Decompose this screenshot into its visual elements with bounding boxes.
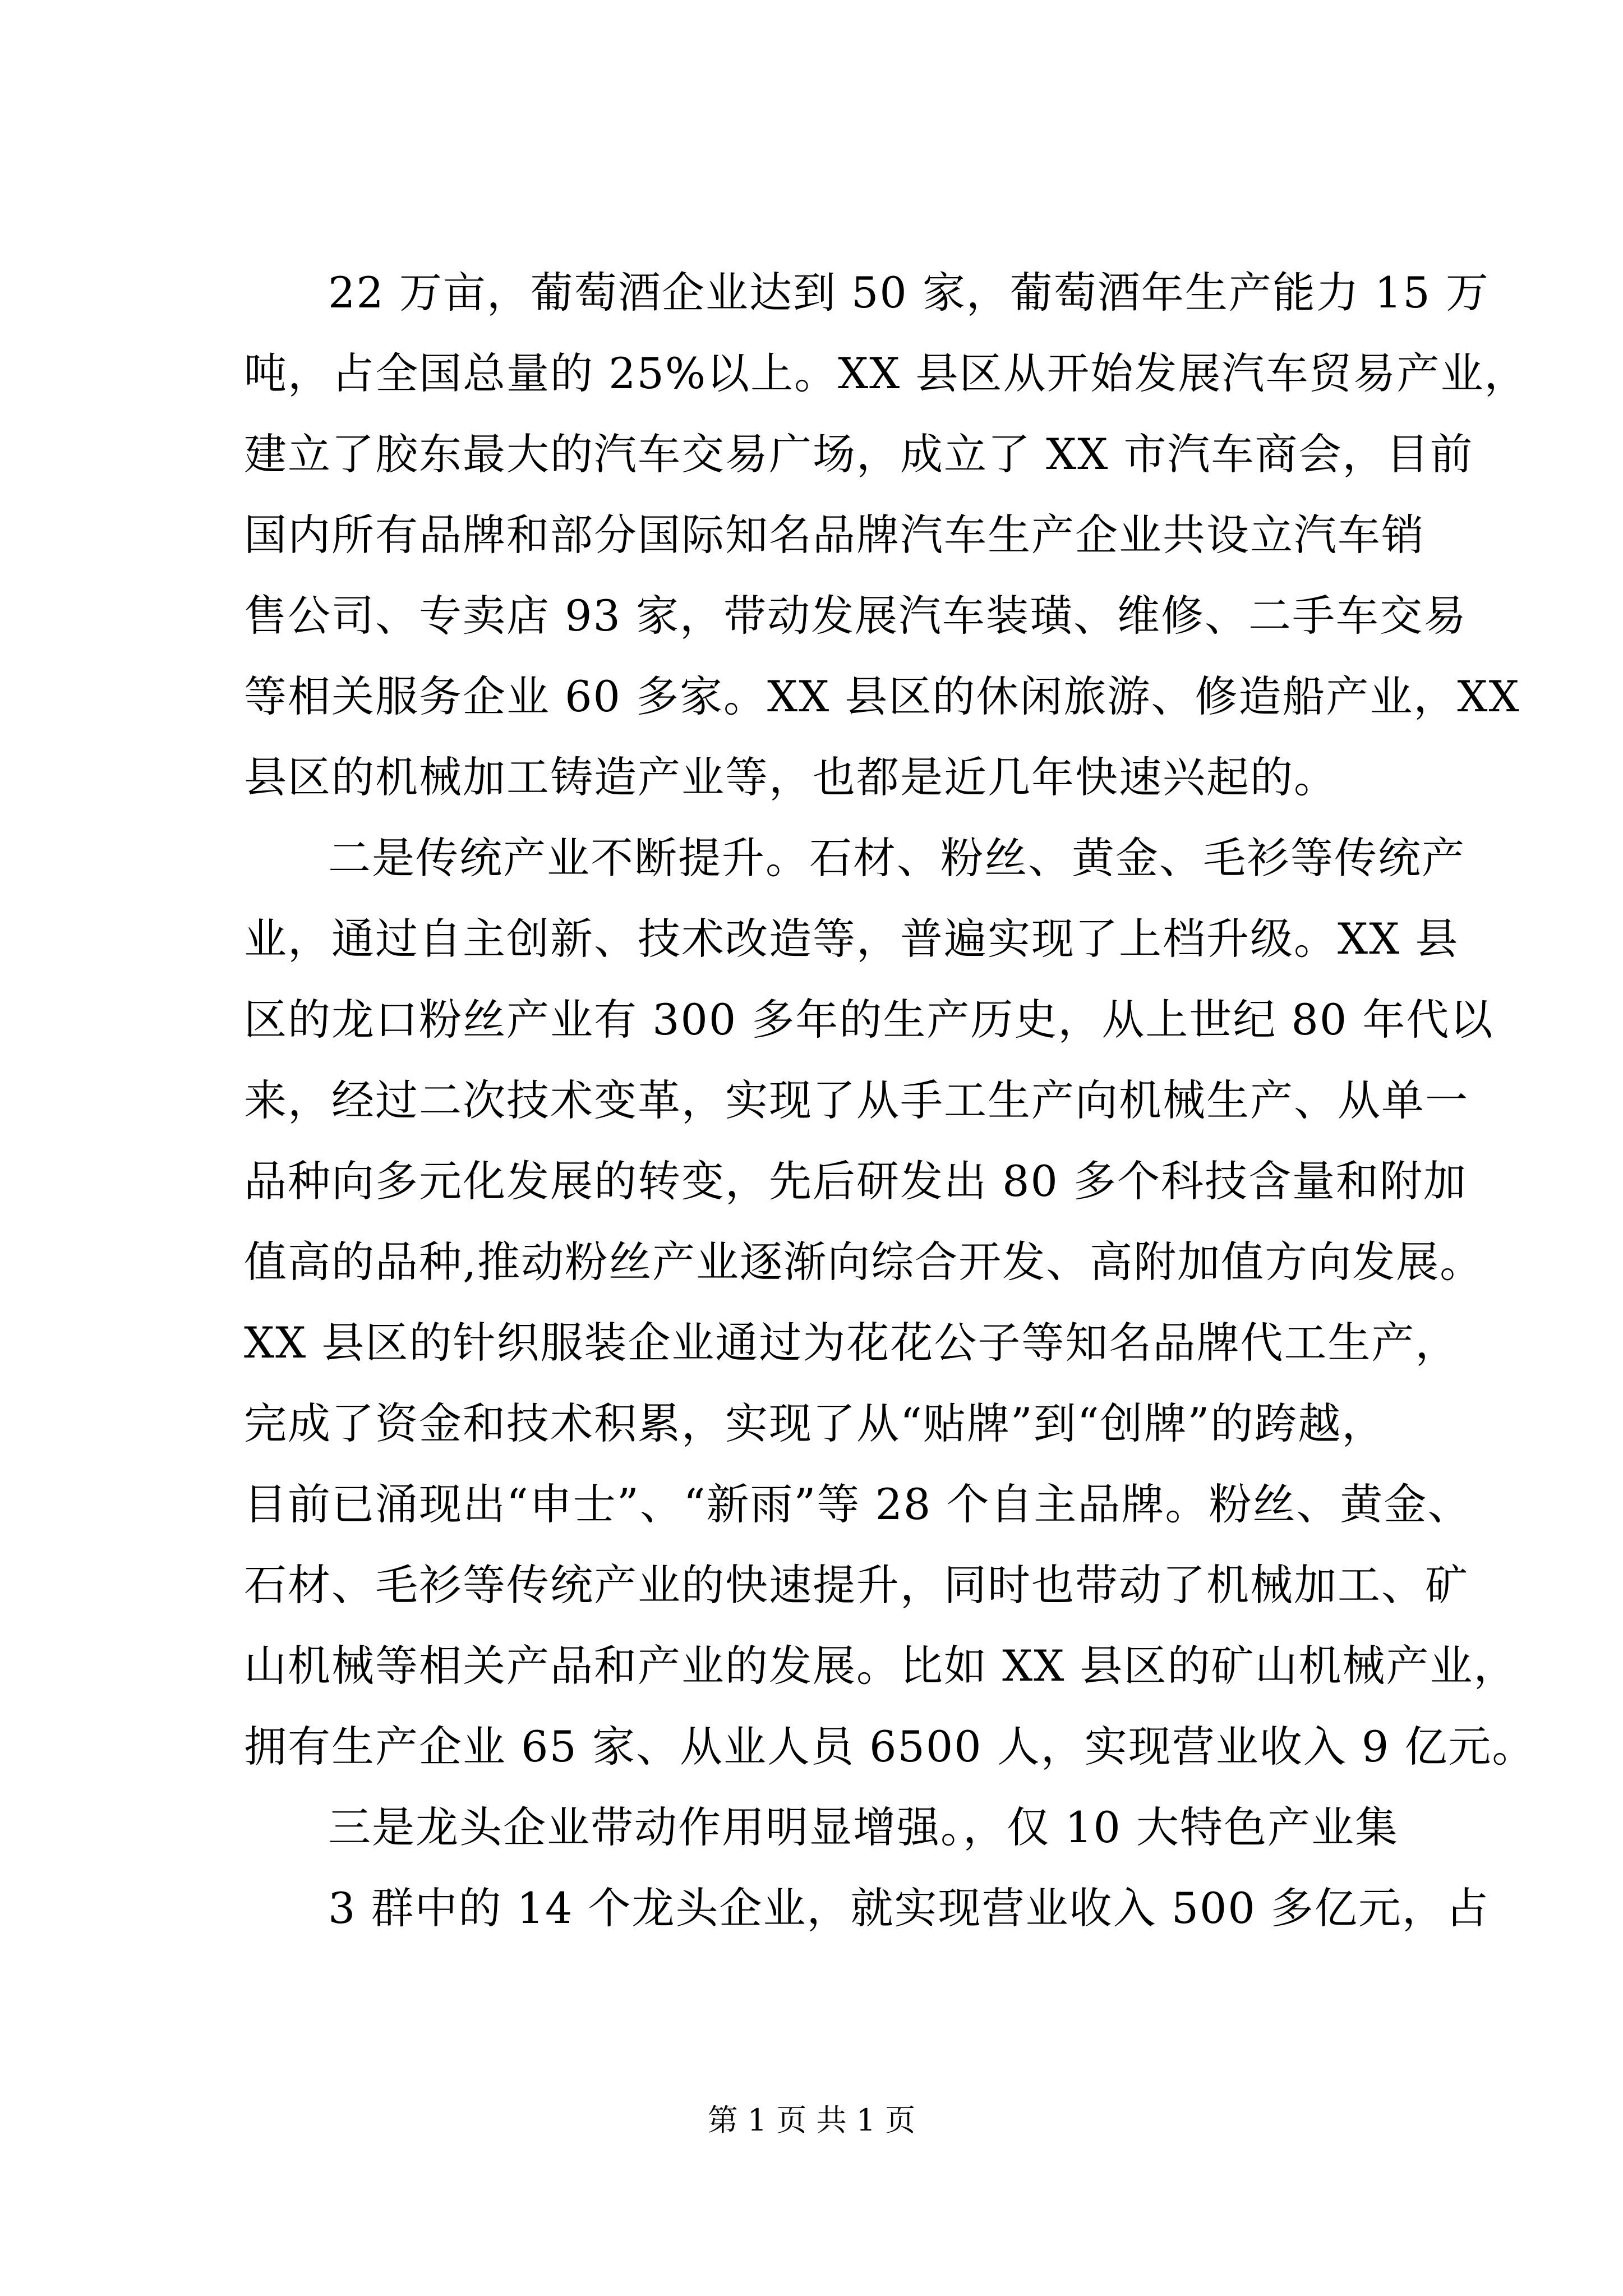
- text-line: 售公司、专卖店 93 家，带动发展汽车装璜、维修、二手车交易: [244, 591, 1468, 641]
- text-line: 区的龙口粉丝产业有 300 多年的生产历史，从上世纪 80 年代以: [244, 995, 1494, 1045]
- body-text: [244, 252, 1536, 1949]
- text-line: 完成了资金和技术积累，实现了从“贴牌”到“创牌”的跨越，: [244, 1398, 1386, 1448]
- text-line: 建立了胶东最大的汽车交易广场，成立了 XX 市汽车商会，目前: [244, 429, 1474, 479]
- text-line: 山机械等相关产品和产业的发展。比如 XX 县区的矿山机械产业，: [244, 1641, 1518, 1691]
- text-line: 三是龙头企业带动作用明显增强。，仅 10 大特色产业集: [328, 1802, 1399, 1852]
- text-line: 吨，占全国总量的 25%以上。XX 县区从开始发展汽车贸易产业，: [244, 348, 1528, 398]
- text-line: 县区的机械加工铸造产业等，也都是近几年快速兴起的。: [244, 752, 1338, 802]
- text-line: XX 县区的针织服装企业通过为花花公子等知名品牌代工生产，: [244, 1318, 1459, 1368]
- page-footer: 第 1 页 共 1 页: [707, 2102, 916, 2138]
- text-line: 22 万亩，葡萄酒企业达到 50 家，葡萄酒年生产能力 15 万: [328, 268, 1490, 318]
- text-line: 国内所有品牌和部分国际知名品牌汽车生产企业共设立汽车销: [244, 510, 1425, 560]
- text-line: 品种向多元化发展的转变，先后研发出 80 多个科技含量和附加: [244, 1156, 1468, 1206]
- text-line: 目前已涌现出“申士”、“新雨”等 28 个自主品牌。粉丝、黄金、: [244, 1479, 1472, 1529]
- text-line: 3 群中的 14 个龙头企业，就实现营业收入 500 多亿元，占: [328, 1883, 1490, 1933]
- text-line: 值高的品种,推动粉丝产业逐渐向综合开发、高附加值方向发展。: [244, 1237, 1484, 1287]
- text-line: 二是传统产业不断提升。石材、粉丝、黄金、毛衫等传统产: [328, 833, 1465, 883]
- text-line: 拥有生产企业 65 家、从业人员 6500 人，实现营业收入 9 亿元。: [244, 1722, 1536, 1772]
- text-line: 业，通过自主创新、技术改造等，普遍实现了上档升级。XX 县: [244, 914, 1459, 964]
- text-line: 石材、毛衫等传统产业的快速提升，同时也带动了机械加工、矿: [244, 1560, 1469, 1610]
- text-line: 来，经过二次技术变革，实现了从手工生产向机械生产、从单一: [244, 1075, 1469, 1125]
- text-line: 等相关服务企业 60 多家。XX 县区的休闲旅游、修造船产业，XX: [244, 671, 1520, 721]
